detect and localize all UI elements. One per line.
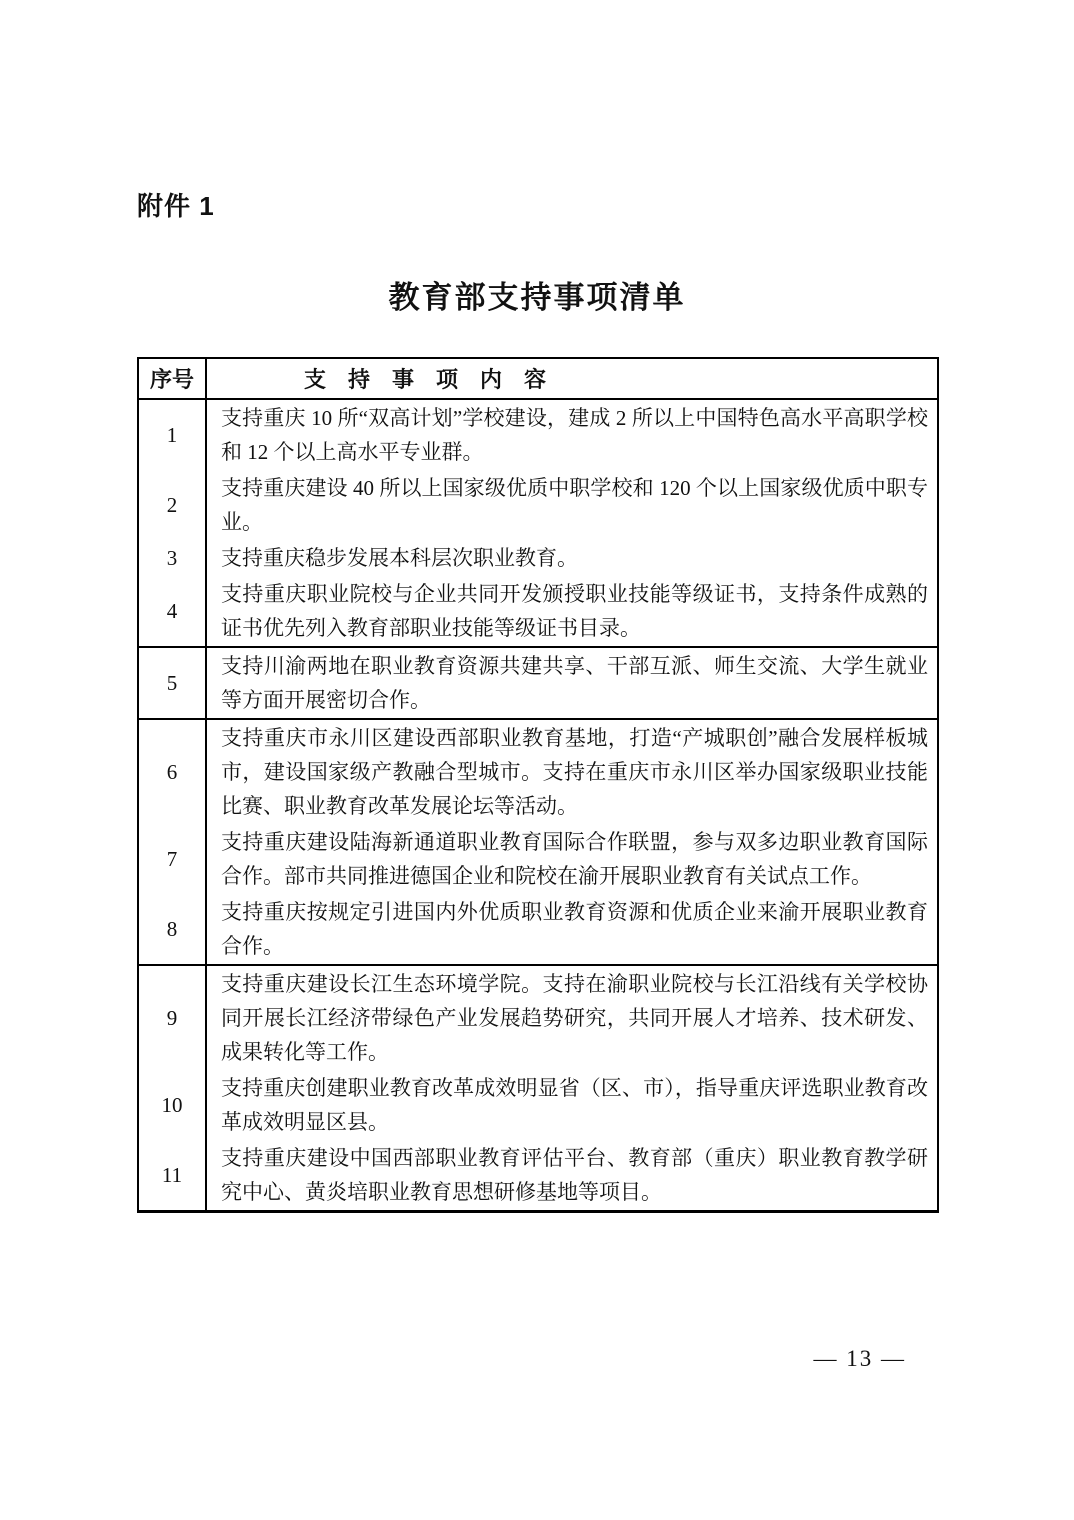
row-number: 8 <box>138 894 206 965</box>
page-number: — 13 — <box>813 1346 906 1371</box>
row-number: 1 <box>138 399 206 470</box>
table-row-7 <box>138 824 938 894</box>
table-row-2 <box>138 470 938 540</box>
table-row-6 <box>138 719 938 824</box>
page-title: 教育部支持事项清单 <box>388 280 686 315</box>
row-content: 支持重庆市永川区建设西部职业教育基地，打造“产城职创”融合发展样板城市，建设国家级产教融合型城市。支持在重庆市永川区举办国家级职业技能比赛、职业教育改革发展论坛等活动。 <box>221 726 928 818</box>
row-number: 4 <box>138 576 206 647</box>
row-content: 支持重庆建设长江生态环境学院。支持在渝职业院校与长江沿线有关学校协同开展长江经济带绿色产业发展趋势研究，共同开展人才培养、技术研发、成果转化等工作。 <box>221 972 928 1064</box>
row-content: 支持重庆 10 所“双高计划”学校建设，建成 2 所以上中国特色高水平高职学校和 12 个以上高水平专业群。 <box>221 406 928 464</box>
table-row-10 <box>138 1070 938 1140</box>
row-number: 9 <box>138 965 206 1070</box>
table-header-row <box>138 358 938 399</box>
row-content: 支持重庆建设中国西部职业教育评估平台、教育部（重庆）职业教育教学研究中心、黄炎培职业教育思想研修基地等项目。 <box>221 1146 928 1204</box>
header-cell-serial-number: 序号 <box>138 358 206 399</box>
row-number: 7 <box>138 824 206 894</box>
row-content: 支持川渝两地在职业教育资源共建共享、干部互派、师生交流、大学生就业等方面开展密切合作。 <box>206 647 938 719</box>
row-content: 支持重庆职业院校与企业共同开发颁授职业技能等级证书，支持条件成熟的证书优先列入教育部职业技能等级证书目录。 <box>206 576 938 647</box>
row-content: 支持重庆建设 40 所以上国家级优质中职学校和 120 个以上国家级优质中职专业。 <box>221 476 928 534</box>
table-row-9 <box>138 965 938 1070</box>
row-content: 支持重庆创建职业教育改革成效明显省（区、市），指导重庆评选职业教育改革成效明显区县。 <box>221 1076 928 1134</box>
row-content: 支持重庆稳步发展本科层次职业教育。 <box>221 546 578 570</box>
row-number: 2 <box>138 470 206 540</box>
row-number: 5 <box>138 647 206 719</box>
row-number: 6 <box>138 719 206 824</box>
table-row-8 <box>138 894 938 965</box>
table-row-11 <box>138 1140 938 1212</box>
table-row-1 <box>138 399 938 470</box>
table-row-4 <box>138 576 938 647</box>
row-number: 11 <box>138 1140 206 1212</box>
row-content: 支持重庆按规定引进国内外优质职业教育资源和优质企业来渝开展职业教育合作。 <box>206 894 938 965</box>
row-content: 支持重庆建设陆海新通道职业教育国际合作联盟，参与双多边职业教育国际合作。部市共同推进德国企业和院校在渝开展职业教育有关试点工作。 <box>221 830 928 888</box>
row-number: 3 <box>138 540 206 576</box>
header-cell-support-item-content: 支 持 事 项 内 容 <box>206 358 938 399</box>
table-row-3 <box>138 540 938 576</box>
row-number: 10 <box>138 1070 206 1140</box>
table-row-5 <box>138 647 938 719</box>
attachment-label: 附件 1 <box>137 191 215 221</box>
support-items-table <box>137 357 939 1213</box>
